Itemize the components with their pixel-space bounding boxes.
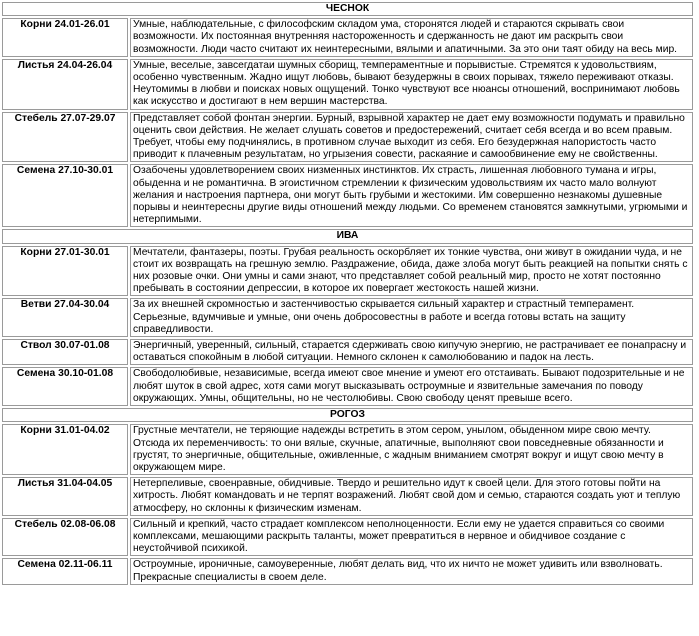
- table-row: [2, 367, 693, 406]
- table-row: [2, 164, 693, 227]
- row-label: Корни 27.01-30.01: [2, 246, 128, 297]
- section-title: РОГОЗ: [2, 408, 693, 422]
- table-row: [2, 477, 693, 516]
- table-row: [2, 59, 693, 110]
- row-description: Свободолюбивые, независимые, всегда имеют свое мнение и умеют его отстаивать. Бывают подозрительные и не любят шуток в свой адрес, хотя сами могут высказывать остроумные и язвительные замечания по поводу окружающих. Умны, общительны, но не честолюбивы. Свою свободу ценят превыше всего.: [130, 367, 693, 406]
- row-description: Нетерпеливые, своенравные, обидчивые. Твердо и решительно идут к своей цели. Для этого готовы пойти на хитрость. Любят командовать и не терпят возражений. Любят свой дом и семью, стараются создать уют и теплую атмосферу, но склонны к физическим изменам.: [130, 477, 693, 516]
- row-label: Стебель 02.08-06.08: [2, 518, 128, 557]
- row-label: Ветви 27.04-30.04: [2, 298, 128, 337]
- row-label: Семена 30.10-01.08: [2, 367, 128, 406]
- row-label: Листья 31.04-04.05: [2, 477, 128, 516]
- row-description: Энергичный, уверенный, сильный, старается сдерживать свою кипучую энергию, не растрачивает ее понапрасну и оставаться спокойным в любой ситуации. Немного склонен к самолюбованию и падок на лесть.: [130, 339, 693, 365]
- row-label: Ствол 30.07-01.08: [2, 339, 128, 365]
- row-description: Грустные мечтатели, не теряющие надежды встретить в этом сером, унылом, обыденном мире свою мечту. Отсюда их переменчивость: то они вялые, скучные, апатичные, выполняют свои повседневные обязанности и грустят, то энергичные, общительные, оживленные, с жадным вниманием смотрят вокруг и ищут свою мечту в окружающем мире.: [130, 424, 693, 475]
- row-description: Умные, веселые, завсегдатаи шумных сборищ, темпераментные и порывистые. Стремятся к удовольствиям, особенно чувственным. Жадно ищут любовь, бывают безудержны в своих порывах, тяжело переживают отказы. Неутомимы в любви и поисках новых ощущений. Тонко чувствуют все нюансы отношений, воспринимают любовь как искусство и достигают в нем вершин мастерства.: [130, 59, 693, 110]
- table-row: [2, 339, 693, 365]
- table-row: [2, 424, 693, 475]
- section-title: ЧЕСНОК: [2, 2, 693, 16]
- section-header-row: [2, 229, 693, 243]
- row-label: Корни 31.01-04.02: [2, 424, 128, 475]
- row-label: Листья 24.04-26.04: [2, 59, 128, 110]
- row-label: Корни 24.01-26.01: [2, 18, 128, 57]
- table-row: [2, 558, 693, 584]
- row-description: Мечтатели, фантазеры, поэты. Грубая реальность оскорбляет их тонкие чувства, они живут в ожидании чуда, и не стоит их возвращать на грешную землю. Раздражение, обида, даже злоба могут быть реакцией на попытки снять с них розовые очки. Они умны и сами знают, что представляет собой реальный мир, просто не хотят постоянно пребывать в состоянии депрессии, в которое их повергает жестокость нашей жизни.: [130, 246, 693, 297]
- table-row: [2, 298, 693, 337]
- row-description: Озабочены удовлетворением своих низменных инстинктов. Их страсть, лишенная любовного тумана и игры, обыденна и не романтична. В эгоистичном стремлении к физическим удовольствиям их часто мало волнуют желания и настроения партнера, они могут быть грубыми и жестокими. Им совершенно незнакомы душевные порывы и неинтересны другие виды отношений между людьми. Со временем становятся замкнутыми, угрюмыми и нетерпимыми.: [130, 164, 693, 227]
- row-description: Представляет собой фонтан энергии. Бурный, взрывной характер не дает ему возможности подумать и правильно оценить свои действия. Не желает слушать советов и предостережений, считает себя всегда и во всем правым. Требует, чтобы ему подчинялись, в противном случае выходит из себя. Его безудержная напористость часто приводит к плачевным результатам, но угрызения совести, раскаяние и самообвинение ему не свойственны.: [130, 112, 693, 163]
- section-header-row: [2, 2, 693, 16]
- section-title: ИВА: [2, 229, 693, 243]
- table-row: [2, 246, 693, 297]
- table-row: [2, 112, 693, 163]
- row-label: Семена 02.11-06.11: [2, 558, 128, 584]
- row-description: Сильный и крепкий, часто страдает комплексом неполноценности. Если ему не удается справиться со своими комплексами, мешающими раскрыть таланты, может превратиться в нервное и обидчивое создание с неустойчивой психикой.: [130, 518, 693, 557]
- row-description: Остроумные, ироничные, самоуверенные, любят делать вид, что их ничто не может удивить или взволновать. Прекрасные специалисты в своем деле.: [130, 558, 693, 584]
- row-label: Семена 27.10-30.01: [2, 164, 128, 227]
- table-row: [2, 18, 693, 57]
- row-description: Умные, наблюдательные, с философским складом ума, сторонятся людей и стараются скрывать свои возможности. Их постоянная внутренняя настороженность и сдержанность не дают им раскрыть свои возможности. Люди часто считают их неинтересными, вялыми и апатичными. За это они таят обиду на весь мир.: [130, 18, 693, 57]
- row-description: За их внешней скромностью и застенчивостью скрывается сильный характер и страстный темперамент. Серьезные, вдумчивые и умные, они очень добросовестны в работе и всегда готовы встать на защиту справедливости.: [130, 298, 693, 337]
- table-row: [2, 518, 693, 557]
- row-label: Стебель 27.07-29.07: [2, 112, 128, 163]
- section-header-row: [2, 408, 693, 422]
